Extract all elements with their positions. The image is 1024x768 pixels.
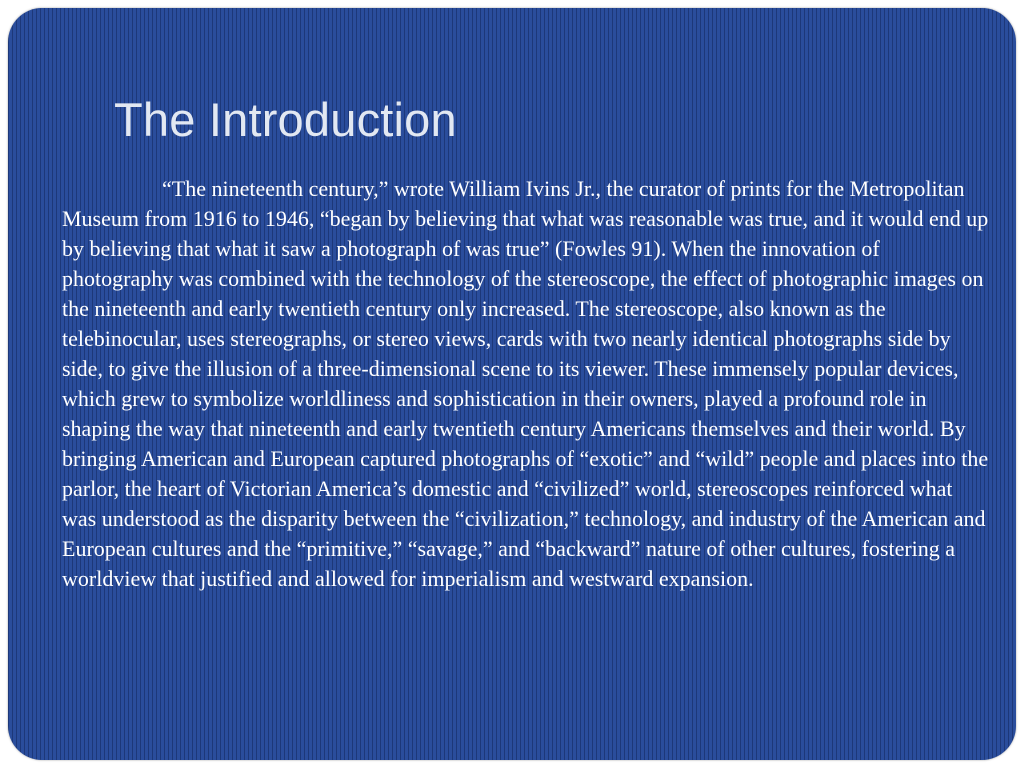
slide-title: The Introduction bbox=[114, 93, 457, 146]
slide-body-text: “The nineteenth century,” wrote William Ivins Jr., the curator of prints for the Metropolitan Museum from 1916 to 1946, “began by believing that what was reasonable was true, and it would end up by believing that what it saw a photograph of was true” (Fowles 91). When the innovation of photography was combined with the technology of the stereoscope, the effect of photographic images on the nineteenth and early twentieth century only increased. The stereoscope, also known as the telebinocular, uses stereographs, or stereo views, cards with two nearly identical photographs side by side, to give the illusion of a three-dimensional scene to its viewer. These immensely popular devices, which grew to symbolize worldliness and sophistication in their owners, played a profound role in shaping the way that nineteenth and early twentieth century Americans themselves and their world. By bringing American and European captured photographs of “exotic” and “wild” people and places into the parlor, the heart of Victorian America’s domestic and “civilized” world, stereoscopes reinforced what was understood as the disparity between the “civilization,” technology, and industry of the American and European cultures and the “primitive,” “savage,” and “backward” nature of other cultures, fostering a worldview that justified and allowed for imperialism and westward expansion. bbox=[62, 176, 989, 591]
slide bbox=[8, 8, 1016, 760]
